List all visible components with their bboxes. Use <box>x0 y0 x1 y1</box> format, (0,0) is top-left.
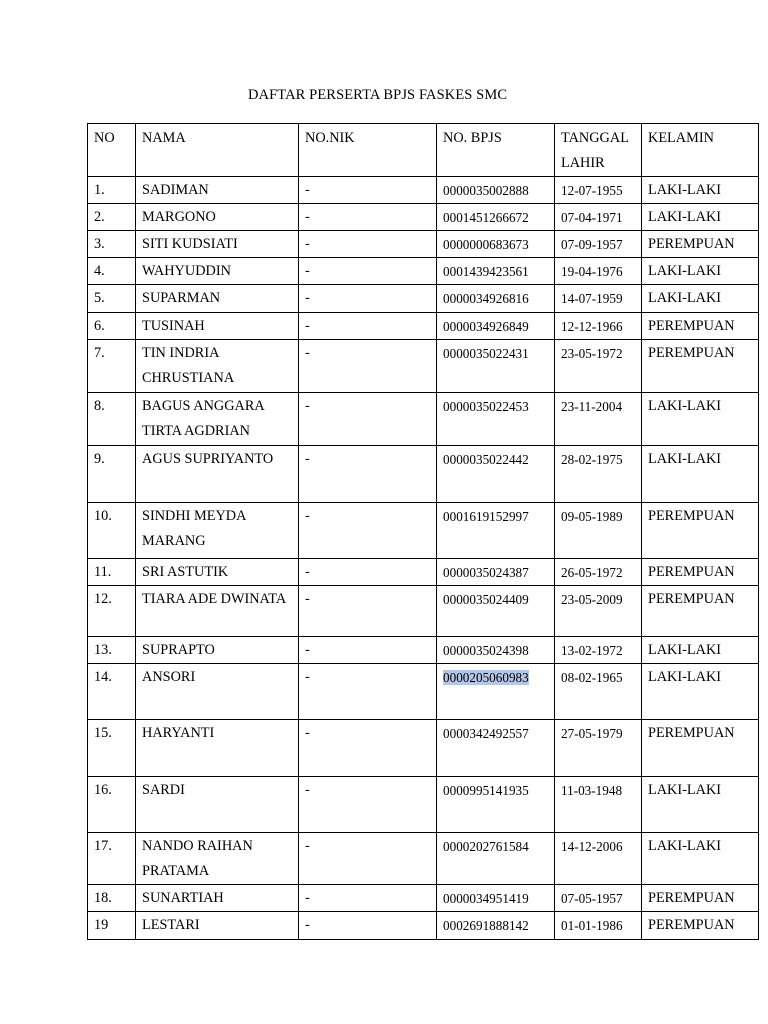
cell-tanggal: 23-05-1972 <box>555 340 642 393</box>
cell-no: 4. <box>88 258 136 285</box>
cell-nama: NANDO RAIHAN PRATAMA <box>136 833 299 885</box>
table-row <box>88 586 759 637</box>
header-tanggal-lahir: TANGGAL LAHIR <box>555 124 642 177</box>
cell-kelamin: PEREMPUAN <box>642 340 759 393</box>
cell-kelamin: PEREMPUAN <box>642 720 759 777</box>
page-title: DAFTAR PERSERTA BPJS FASKES SMC <box>248 87 508 103</box>
cell-bpjs: 0001439423561 <box>437 258 555 285</box>
cell-nama: ANSORI <box>136 664 299 720</box>
cell-tanggal: 11-03-1948 <box>555 777 642 833</box>
cell-tanggal: 23-11-2004 <box>555 393 642 446</box>
cell-kelamin: LAKI-LAKI <box>642 393 759 446</box>
table-row <box>88 503 759 559</box>
cell-kelamin: PEREMPUAN <box>642 885 759 912</box>
cell-nik: - <box>299 446 437 503</box>
cell-kelamin: PEREMPUAN <box>642 586 759 637</box>
table-row <box>88 231 759 258</box>
cell-no: 10. <box>88 503 136 559</box>
cell-tanggal: 14-07-1959 <box>555 285 642 313</box>
table-row <box>88 912 759 940</box>
table-row <box>88 559 759 586</box>
cell-nik: - <box>299 285 437 313</box>
table-row <box>88 885 759 912</box>
cell-nama: TUSINAH <box>136 313 299 340</box>
cell-nik: - <box>299 637 437 664</box>
table-row <box>88 340 759 393</box>
cell-no: 17. <box>88 833 136 885</box>
cell-no: 19 <box>88 912 136 940</box>
cell-tanggal: 12-12-1966 <box>555 313 642 340</box>
cell-nama: SARDI <box>136 777 299 833</box>
cell-nama: SUPRAPTO <box>136 637 299 664</box>
cell-no: 3. <box>88 231 136 258</box>
participants-table <box>87 123 759 940</box>
cell-no: 18. <box>88 885 136 912</box>
cell-no: 2. <box>88 204 136 231</box>
cell-nama: MARGONO <box>136 204 299 231</box>
cell-no: 11. <box>88 559 136 586</box>
cell-bpjs: 0000035022453 <box>437 393 555 446</box>
cell-no: 9. <box>88 446 136 503</box>
cell-no: 5. <box>88 285 136 313</box>
cell-kelamin: LAKI-LAKI <box>642 833 759 885</box>
cell-tanggal: 09-05-1989 <box>555 503 642 559</box>
cell-bpjs: 0002691888142 <box>437 912 555 940</box>
cell-bpjs: 0000000683673 <box>437 231 555 258</box>
cell-bpjs: 0000035024387 <box>437 559 555 586</box>
cell-nik: - <box>299 313 437 340</box>
cell-nik: - <box>299 833 437 885</box>
cell-tanggal: 13-02-1972 <box>555 637 642 664</box>
cell-tanggal: 23-05-2009 <box>555 586 642 637</box>
cell-bpjs: 0001451266672 <box>437 204 555 231</box>
cell-kelamin: PEREMPUAN <box>642 313 759 340</box>
cell-bpjs: 0000202761584 <box>437 833 555 885</box>
table-row <box>88 777 759 833</box>
cell-kelamin: LAKI-LAKI <box>642 664 759 720</box>
table-row <box>88 720 759 777</box>
table-header-row <box>88 124 759 177</box>
table-row <box>88 637 759 664</box>
cell-bpjs: 0000035022442 <box>437 446 555 503</box>
table-row <box>88 664 759 720</box>
cell-no: 1. <box>88 177 136 204</box>
cell-nama: SUNARTIAH <box>136 885 299 912</box>
header-kelamin: KELAMIN <box>642 124 759 177</box>
header-nik: NO.NIK <box>299 124 437 177</box>
cell-nama: WAHYUDDIN <box>136 258 299 285</box>
cell-kelamin: LAKI-LAKI <box>642 285 759 313</box>
cell-nama: TIN INDRIA CHRUSTIANA <box>136 340 299 393</box>
cell-nama: AGUS SUPRIYANTO <box>136 446 299 503</box>
header-no: NO <box>88 124 136 177</box>
cell-no: 13. <box>88 637 136 664</box>
cell-no: 15. <box>88 720 136 777</box>
cell-kelamin: PEREMPUAN <box>642 231 759 258</box>
cell-kelamin: PEREMPUAN <box>642 559 759 586</box>
cell-nama: SITI KUDSIATI <box>136 231 299 258</box>
cell-nama: SINDHI MEYDA MARANG <box>136 503 299 559</box>
selected-text[interactable]: 0000205060983 <box>443 670 529 685</box>
cell-tanggal: 28-02-1975 <box>555 446 642 503</box>
cell-tanggal: 07-05-1957 <box>555 885 642 912</box>
table-row <box>88 204 759 231</box>
cell-nik: - <box>299 885 437 912</box>
cell-nama: SADIMAN <box>136 177 299 204</box>
cell-no: 16. <box>88 777 136 833</box>
cell-no: 14. <box>88 664 136 720</box>
cell-kelamin: LAKI-LAKI <box>642 637 759 664</box>
cell-nama: BAGUS ANGGARA TIRTA AGDRIAN <box>136 393 299 446</box>
cell-tanggal: 26-05-1972 <box>555 559 642 586</box>
cell-bpjs: 0000035022431 <box>437 340 555 393</box>
cell-kelamin: LAKI-LAKI <box>642 204 759 231</box>
cell-no: 12. <box>88 586 136 637</box>
cell-nik: - <box>299 664 437 720</box>
cell-no: 8. <box>88 393 136 446</box>
cell-nik: - <box>299 912 437 940</box>
cell-bpjs: 0000034926849 <box>437 313 555 340</box>
cell-tanggal: 27-05-1979 <box>555 720 642 777</box>
cell-nik: - <box>299 231 437 258</box>
cell-nik: - <box>299 393 437 446</box>
cell-nama: LESTARI <box>136 912 299 940</box>
cell-kelamin: LAKI-LAKI <box>642 177 759 204</box>
table-row <box>88 313 759 340</box>
header-nama: NAMA <box>136 124 299 177</box>
cell-kelamin: LAKI-LAKI <box>642 777 759 833</box>
cell-nama: SRI ASTUTIK <box>136 559 299 586</box>
cell-bpjs: 0000035024409 <box>437 586 555 637</box>
cell-nama: HARYANTI <box>136 720 299 777</box>
cell-bpjs: 0000035002888 <box>437 177 555 204</box>
cell-tanggal: 19-04-1976 <box>555 258 642 285</box>
cell-nik: - <box>299 204 437 231</box>
cell-tanggal: 08-02-1965 <box>555 664 642 720</box>
cell-tanggal: 07-04-1971 <box>555 204 642 231</box>
cell-nama: SUPARMAN <box>136 285 299 313</box>
cell-nik: - <box>299 720 437 777</box>
table-row <box>88 833 759 885</box>
cell-nik: - <box>299 559 437 586</box>
cell-tanggal: 01-01-1986 <box>555 912 642 940</box>
cell-bpjs: 0000995141935 <box>437 777 555 833</box>
cell-no: 7. <box>88 340 136 393</box>
cell-nik: - <box>299 777 437 833</box>
cell-nik: - <box>299 503 437 559</box>
cell-bpjs: 0000342492557 <box>437 720 555 777</box>
table-row <box>88 285 759 313</box>
cell-nik: - <box>299 586 437 637</box>
cell-kelamin: PEREMPUAN <box>642 912 759 940</box>
cell-nik: - <box>299 258 437 285</box>
cell-bpjs: 0000034926816 <box>437 285 555 313</box>
cell-tanggal: 14-12-2006 <box>555 833 642 885</box>
cell-kelamin: LAKI-LAKI <box>642 446 759 503</box>
table-row <box>88 446 759 503</box>
cell-bpjs: 0001619152997 <box>437 503 555 559</box>
cell-tanggal: 07-09-1957 <box>555 231 642 258</box>
cell-bpjs[interactable] <box>437 664 555 720</box>
cell-nik: - <box>299 340 437 393</box>
cell-kelamin: PEREMPUAN <box>642 503 759 559</box>
table-row <box>88 177 759 204</box>
header-bpjs: NO. BPJS <box>437 124 555 177</box>
cell-bpjs: 0000035024398 <box>437 637 555 664</box>
cell-nik: - <box>299 177 437 204</box>
cell-bpjs: 0000034951419 <box>437 885 555 912</box>
cell-no: 6. <box>88 313 136 340</box>
table-row <box>88 258 759 285</box>
cell-nama: TIARA ADE DWINATA <box>136 586 299 637</box>
cell-tanggal: 12-07-1955 <box>555 177 642 204</box>
table-row <box>88 393 759 446</box>
cell-kelamin: LAKI-LAKI <box>642 258 759 285</box>
